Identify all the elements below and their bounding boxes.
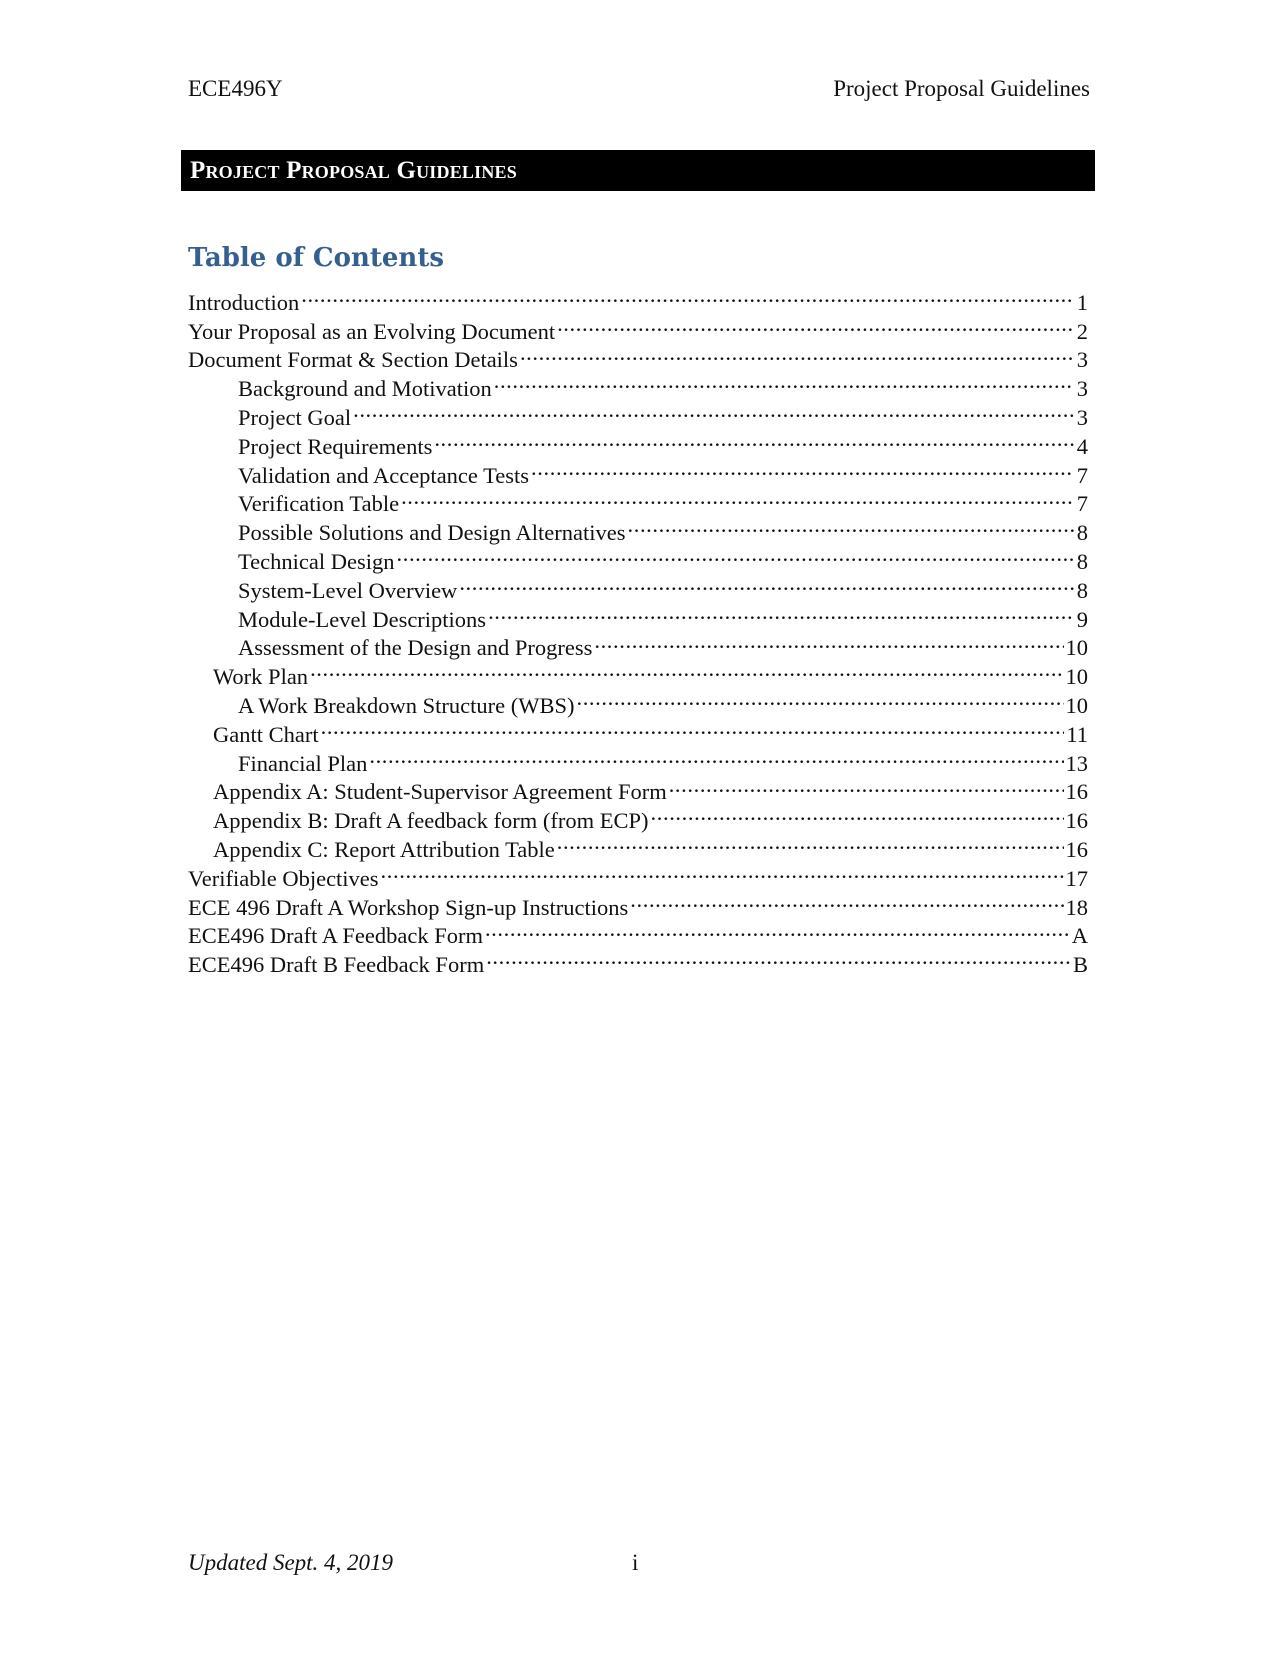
header-doc-title: Project Proposal Guidelines xyxy=(833,76,1090,101)
toc-entry-page: 16 xyxy=(1065,779,1088,805)
toc-dot-leader xyxy=(485,915,1070,944)
toc-dot-leader xyxy=(369,742,1063,771)
toc-dot-leader xyxy=(531,454,1074,483)
toc-entry-label: Assessment of the Design and Progress xyxy=(238,635,593,661)
toc-entry[interactable] xyxy=(188,310,1088,344)
toc-entry-label: ECE496 Draft A Feedback Form xyxy=(188,923,483,949)
toc-entry-label: Appendix A: Student-Supervisor Agreement Form xyxy=(213,779,667,805)
toc-entry-page: 3 xyxy=(1076,404,1088,430)
toc-entry-page: 7 xyxy=(1076,491,1088,517)
toc-dot-leader xyxy=(494,367,1074,396)
toc-entry-label: Module-Level Descriptions xyxy=(238,606,487,632)
toc-entry-label: Verification Table xyxy=(238,491,400,517)
toc-entry[interactable] xyxy=(188,742,1088,776)
toc-entry[interactable] xyxy=(188,655,1088,690)
toc-entry-label: Possible Solutions and Design Alternatives xyxy=(238,520,626,546)
toc-entry-page: 10 xyxy=(1065,692,1088,718)
toc-entry[interactable] xyxy=(188,281,1088,315)
toc-entry-page: 3 xyxy=(1076,376,1088,402)
toc-dot-leader xyxy=(381,857,1064,886)
toc-entry-page: 7 xyxy=(1076,462,1088,488)
toc-entry-label: Project Requirements xyxy=(238,433,433,459)
toc-entry-label: Appendix C: Report Attribution Table xyxy=(213,836,555,862)
toc-dot-leader xyxy=(434,425,1074,454)
table-of-contents xyxy=(188,281,1088,978)
toc-entry-label: System-Level Overview xyxy=(238,577,458,603)
toc-dot-leader xyxy=(630,886,1063,915)
toc-entry-page: 16 xyxy=(1065,836,1088,862)
toc-dot-leader xyxy=(576,684,1063,713)
banner-title: Project Proposal Guidelines xyxy=(190,157,517,184)
toc-entry[interactable] xyxy=(188,713,1088,747)
toc-entry-page: 10 xyxy=(1065,635,1088,661)
title-banner xyxy=(181,150,1095,191)
toc-entry-label: ECE 496 Draft A Workshop Sign-up Instructions xyxy=(188,894,629,920)
toc-entry-label: Technical Design xyxy=(238,548,395,574)
toc-entry-label: Validation and Acceptance Tests xyxy=(238,462,530,488)
toc-entry-page: 1 xyxy=(1076,289,1088,315)
toc-entry-page: 17 xyxy=(1065,865,1088,891)
toc-dot-leader xyxy=(301,281,1074,310)
toc-entry-label: Introduction xyxy=(188,289,300,315)
toc-entry-page: 10 xyxy=(1065,664,1088,690)
toc-dot-leader xyxy=(321,713,1065,742)
toc-dot-leader xyxy=(486,943,1071,972)
toc-dot-leader xyxy=(520,339,1074,368)
toc-entry-label: Appendix B: Draft A feedback form (from ECP) xyxy=(213,808,649,834)
toc-entry-page: 4 xyxy=(1076,433,1088,459)
toc-entry-page: A xyxy=(1071,923,1088,949)
toc-entry-label: Gantt Chart xyxy=(213,721,319,747)
toc-dot-leader xyxy=(353,396,1074,425)
toc-entry-label: Work Plan xyxy=(213,664,309,690)
toc-entry-label: Project Goal xyxy=(238,404,352,430)
toc-entry-page: 8 xyxy=(1076,520,1088,546)
toc-dot-leader xyxy=(310,655,1063,684)
toc-entry-label: A Work Breakdown Structure (WBS) xyxy=(238,692,575,718)
toc-entry-page: 8 xyxy=(1076,577,1088,603)
toc-dot-leader xyxy=(557,828,1064,857)
toc-dot-leader xyxy=(669,771,1064,800)
toc-entry-page: 13 xyxy=(1065,750,1088,776)
toc-dot-leader xyxy=(557,310,1074,339)
toc-dot-leader xyxy=(488,598,1074,627)
footer-page-number: i xyxy=(632,1550,639,1575)
toc-entry-page: 16 xyxy=(1065,808,1088,834)
toc-entry-label: Verifiable Objectives xyxy=(188,865,379,891)
toc-entry-page: B xyxy=(1072,952,1088,978)
toc-entry-page: 2 xyxy=(1076,318,1088,344)
toc-entry-page: 3 xyxy=(1076,347,1088,373)
toc-entry-label: Document Format & Section Details xyxy=(188,347,518,373)
toc-entry[interactable] xyxy=(188,684,1088,718)
toc-dot-leader xyxy=(459,569,1074,598)
toc-entry-label: ECE496 Draft B Feedback Form xyxy=(188,952,485,978)
toc-heading: Table of Contents xyxy=(188,243,444,273)
toc-dot-leader xyxy=(628,511,1075,540)
footer-updated-date: Updated Sept. 4, 2019 xyxy=(188,1550,394,1575)
toc-dot-leader xyxy=(594,627,1063,656)
toc-entry-label: Your Proposal as an Evolving Document xyxy=(188,318,556,344)
toc-dot-leader xyxy=(651,799,1064,828)
toc-entry-label: Background and Motivation xyxy=(238,376,492,402)
header-course-code: ECE496Y xyxy=(188,76,283,101)
toc-entry-page: 11 xyxy=(1066,721,1088,747)
toc-entry-page: 9 xyxy=(1076,606,1088,632)
toc-dot-leader xyxy=(401,483,1074,512)
toc-entry-page: 8 xyxy=(1076,548,1088,574)
toc-dot-leader xyxy=(397,540,1075,569)
toc-entry-label: Financial Plan xyxy=(238,750,368,776)
toc-entry-page: 18 xyxy=(1065,894,1088,920)
